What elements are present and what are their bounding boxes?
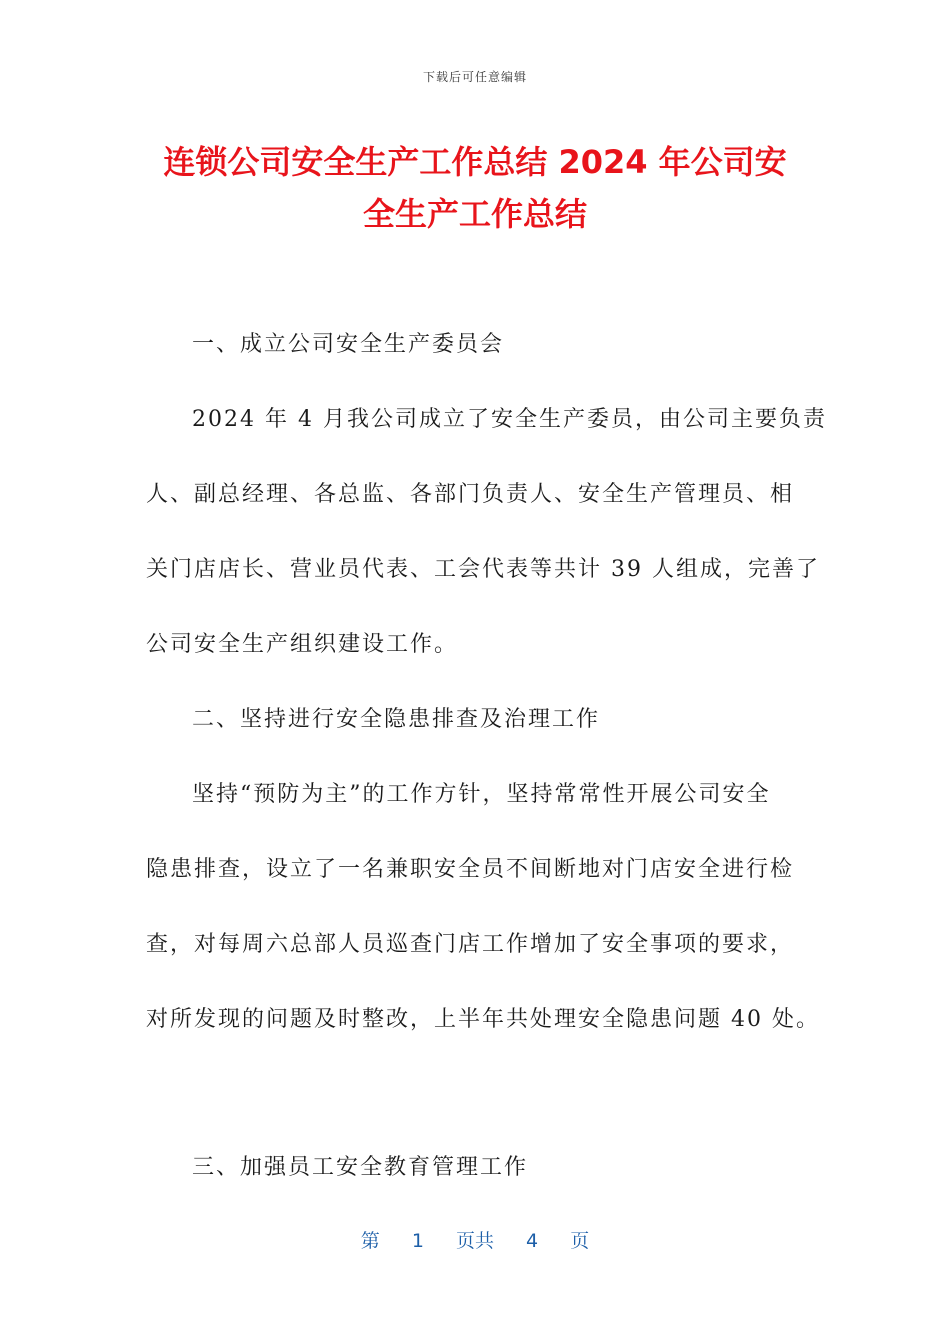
title-line-2: 全生产工作总结: [362, 195, 587, 233]
total-page-number: 4: [526, 1230, 539, 1252]
body-line: 关门店店长、营业员代表、工会代表等共计 39 人组成，完善了: [146, 557, 820, 582]
footer-suffix: 页: [570, 1230, 590, 1252]
footer-prefix: 第: [360, 1230, 380, 1252]
header-note: 下载后可任意编辑: [422, 70, 527, 84]
body-line: 2024 年 4 月我公司成立了安全生产委员，由公司主要负责: [192, 407, 827, 432]
footer-mid: 页共: [455, 1230, 494, 1252]
current-page-number: 1: [411, 1230, 424, 1252]
section-1-heading: [146, 324, 806, 399]
heading-text: 一、成立公司安全生产委员会: [192, 332, 505, 357]
body-line: 对所发现的问题及时整改，上半年共处理安全隐患问题 40 处。: [146, 1007, 820, 1032]
title-line-1: 连锁公司安全生产工作总结 2024 年公司安: [163, 143, 787, 181]
heading-text: 三、加强员工安全教育管理工作: [192, 1155, 529, 1180]
section-3-heading: [146, 1147, 806, 1222]
section-1-body: [146, 399, 827, 699]
body-line: 查，对每周六总部人员巡查门店工作增加了安全事项的要求，: [146, 932, 795, 957]
heading-text: 二、坚持进行安全隐患排查及治理工作: [192, 707, 601, 732]
section-2-heading: [146, 699, 806, 774]
page-footer: [0, 1226, 950, 1253]
body-line: 公司安全生产组织建设工作。: [146, 632, 459, 657]
document-title: [130, 136, 820, 240]
body-line: 坚持“预防为主”的工作方针，坚持常常性开展公司安全: [192, 782, 771, 807]
body-line: 隐患排查，设立了一名兼职安全员不间断地对门店安全进行检: [146, 857, 795, 882]
body-line: 人、副总经理、各总监、各部门负责人、安全生产管理员、相: [146, 482, 795, 507]
section-2-body: [146, 774, 820, 1074]
